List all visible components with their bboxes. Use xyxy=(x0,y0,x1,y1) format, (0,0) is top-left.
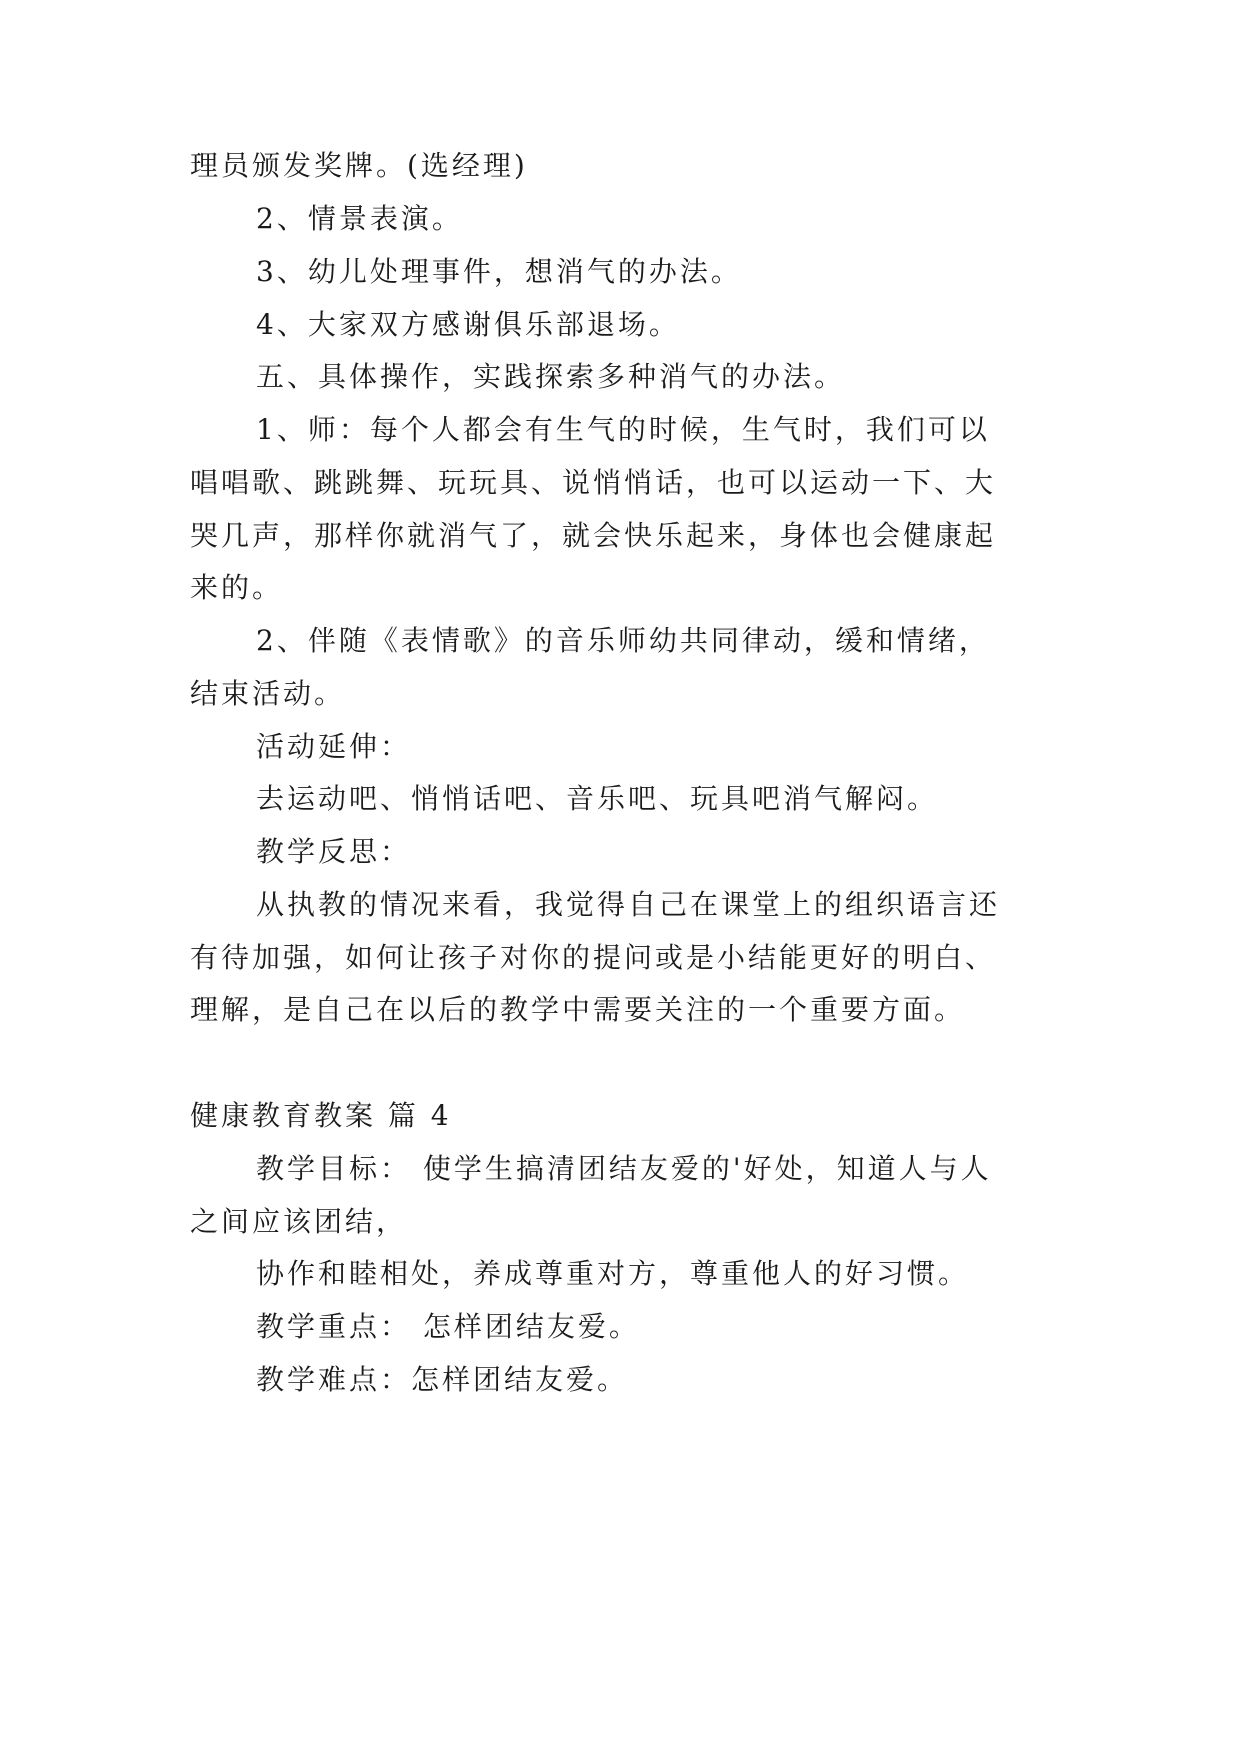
text-line: 4、大家双方感谢俱乐部退场。 xyxy=(256,308,680,341)
text-line: 教学反思： xyxy=(256,835,412,868)
text-line: 3、幼儿处理事件，想消气的办法。 xyxy=(256,255,742,288)
text-line: 从执教的情况来看，我觉得自己在课堂上的组织语言还 xyxy=(256,888,1001,921)
text-line: 结束活动。 xyxy=(190,677,346,710)
text-line: 教学难点：怎样团结友爱。 xyxy=(256,1363,629,1396)
text-line: 有待加强，如何让孩子对你的提问或是小结能更好的明白、 xyxy=(190,941,997,974)
text-line: 之间应该团结， xyxy=(190,1205,408,1238)
text-line: 理员颁发奖牌。(选经理) xyxy=(190,149,528,182)
text-line: 理解，是自己在以后的教学中需要关注的一个重要方面。 xyxy=(190,993,966,1026)
text-line: 2、情景表演。 xyxy=(256,202,463,235)
text-line: 协作和睦相处，养成尊重对方，尊重他人的好习惯。 xyxy=(256,1257,970,1290)
text-line: 五、具体操作，实践探索多种消气的办法。 xyxy=(256,360,846,393)
text-line: 1、师：每个人都会有生气的时候，生气时，我们可以 xyxy=(256,413,990,446)
text-line: 活动延伸： xyxy=(256,730,412,763)
text-line: 教学目标： 使学生搞清团结友爱的'好处，知道人与人 xyxy=(256,1152,992,1185)
text-line: 来的。 xyxy=(190,571,284,604)
text-line: 教学重点： 怎样团结友爱。 xyxy=(256,1310,640,1343)
text-line: 2、伴随《表情歌》的音乐师幼共同律动，缓和情绪， xyxy=(256,624,990,657)
text-line: 哭几声，那样你就消气了，就会快乐起来，身体也会健康起 xyxy=(190,519,997,552)
text-line: 去运动吧、悄悄话吧、音乐吧、玩具吧消气解闷。 xyxy=(256,782,939,815)
section-title: 健康教育教案 篇 4 xyxy=(190,1099,452,1132)
text-line: 唱唱歌、跳跳舞、玩玩具、说悄悄话，也可以运动一下、大 xyxy=(190,466,997,499)
